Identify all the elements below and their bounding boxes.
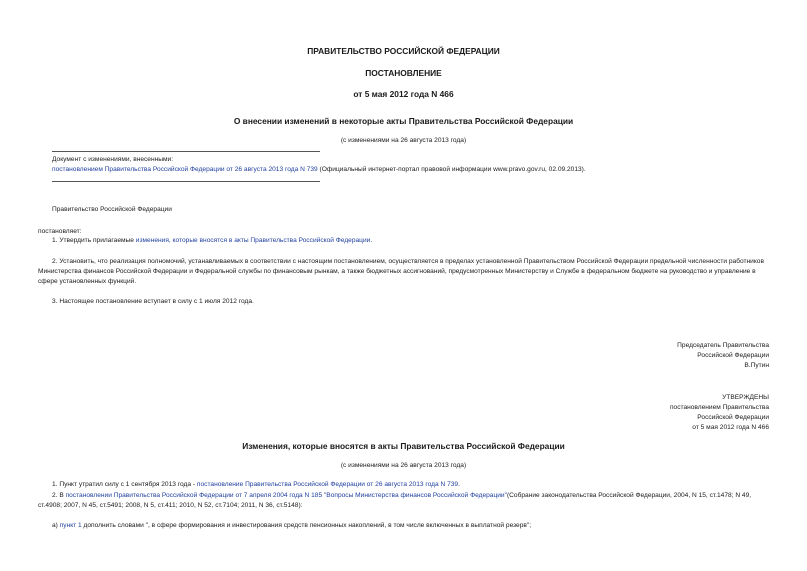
approval-line-2: постановлением Правительства bbox=[669, 404, 769, 411]
revision-note: (с изменениями на 26 августа 2013 года) bbox=[340, 137, 467, 144]
item-3: 3. Настоящее постановление вступает в силу с 1 июля 2012 года. bbox=[52, 298, 254, 305]
annex-point-1-post: . bbox=[458, 481, 460, 488]
amending-act-link[interactable]: постановлением Правительства Российской Федерации от 26 августа 2013 года N 739 bbox=[52, 166, 318, 173]
item-1-post: . bbox=[370, 237, 373, 244]
issuer-text: Правительство Российской Федерации bbox=[52, 206, 172, 213]
annex-title: Изменения, которые вносятся в акты Правительства Российской Федерации bbox=[242, 441, 565, 451]
annex-point-2-pre: 2. В bbox=[52, 492, 66, 499]
org-heading: ПРАВИТЕЛЬСТВО РОССИЙСКОЙ ФЕДЕРАЦИИ bbox=[307, 46, 500, 56]
item-1 bbox=[52, 237, 372, 244]
date-number-heading: от 5 мая 2012 года N 466 bbox=[353, 89, 454, 99]
item-2: 2. Установить, что реализация полномочий, устанавливаемых в соответствии с настоящим постановлением, осуществляется в пределах установленной Правительством Российской Федерации предельной численности работников Министерства финансов Российской Федерации и Федеральной службы по финансовым рынкам, а также бюджетных ассигнований, предусмотренных Министерству и Службе в федеральном бюджете на руководство и управление в сфере установленных функций. bbox=[38, 258, 764, 285]
point-1-link[interactable]: пункт 1 bbox=[59, 522, 82, 529]
resolves-text: постановляет: bbox=[38, 228, 82, 235]
approval-block bbox=[670, 393, 769, 433]
approval-line-4: от 5 мая 2012 года N 466 bbox=[692, 424, 769, 431]
annex-subpoint-a bbox=[52, 522, 531, 529]
item-1-pre: 1. Утвердить прилагаемые bbox=[52, 237, 136, 244]
annex-point-1 bbox=[52, 481, 460, 488]
approval-line-3: Российской Федерации bbox=[697, 414, 769, 421]
subpoint-a-pre: а) bbox=[52, 522, 60, 529]
changes-bottom-rule bbox=[52, 181, 320, 182]
changes-tail: (Официальный интернет-портал правовой информации www.pravo.gov.ru, 02.09.2013). bbox=[317, 166, 586, 173]
subpoint-a-post: дополнить словами ", в сфере формирования и инвестирования средств пенсионных накоплений, в том числе включенных в выплатной резерв"; bbox=[81, 522, 532, 529]
changes-line bbox=[52, 166, 586, 173]
signature-line-1: Председатель Правительства bbox=[677, 342, 769, 349]
resolution-185-link[interactable]: постановлении Правительства Российской Федерации от 7 апреля 2004 года N 185 "Вопросы Министерства финансов Российской Федерации" bbox=[65, 492, 507, 499]
annex-point-2-post: (Собрание законодательства Российской Федерации, 2004, N 15, ст.1478; N 49, ст.4908; 2007, N 45, ст.5491; 2008, N 5, ст.411; 2010, N 52, ст.7104; 2011, N 36, ст.5148): bbox=[38, 492, 752, 509]
changes-top-rule bbox=[52, 151, 320, 152]
document-title: О внесении изменений в некоторые акты Правительства Российской Федерации bbox=[233, 116, 574, 126]
signature-block bbox=[677, 341, 769, 371]
annex-point-1-pre: 1. Пункт утратил силу с 1 сентября 2013 года - bbox=[52, 481, 197, 488]
signature-line-2: Российской Федерации bbox=[697, 352, 769, 359]
approval-line-1: УТВЕРЖДЕНЫ bbox=[722, 394, 769, 401]
changes-intro: Документ с изменениями, внесенными: bbox=[52, 156, 174, 163]
doc-type-heading: ПОСТАНОВЛЕНИЕ bbox=[365, 68, 442, 78]
signature-line-3: В.Путин bbox=[744, 362, 769, 369]
annex-point-2 bbox=[38, 491, 770, 511]
annex-link[interactable]: изменения, которые вносятся в акты Правительства Российской Федерации bbox=[135, 237, 371, 244]
annex-point-1-link[interactable]: постановление Правительства Российской Федерации от 26 августа 2013 года N 739 bbox=[196, 481, 459, 488]
annex-revision-note: (с изменениями на 26 августа 2013 года) bbox=[340, 462, 467, 469]
